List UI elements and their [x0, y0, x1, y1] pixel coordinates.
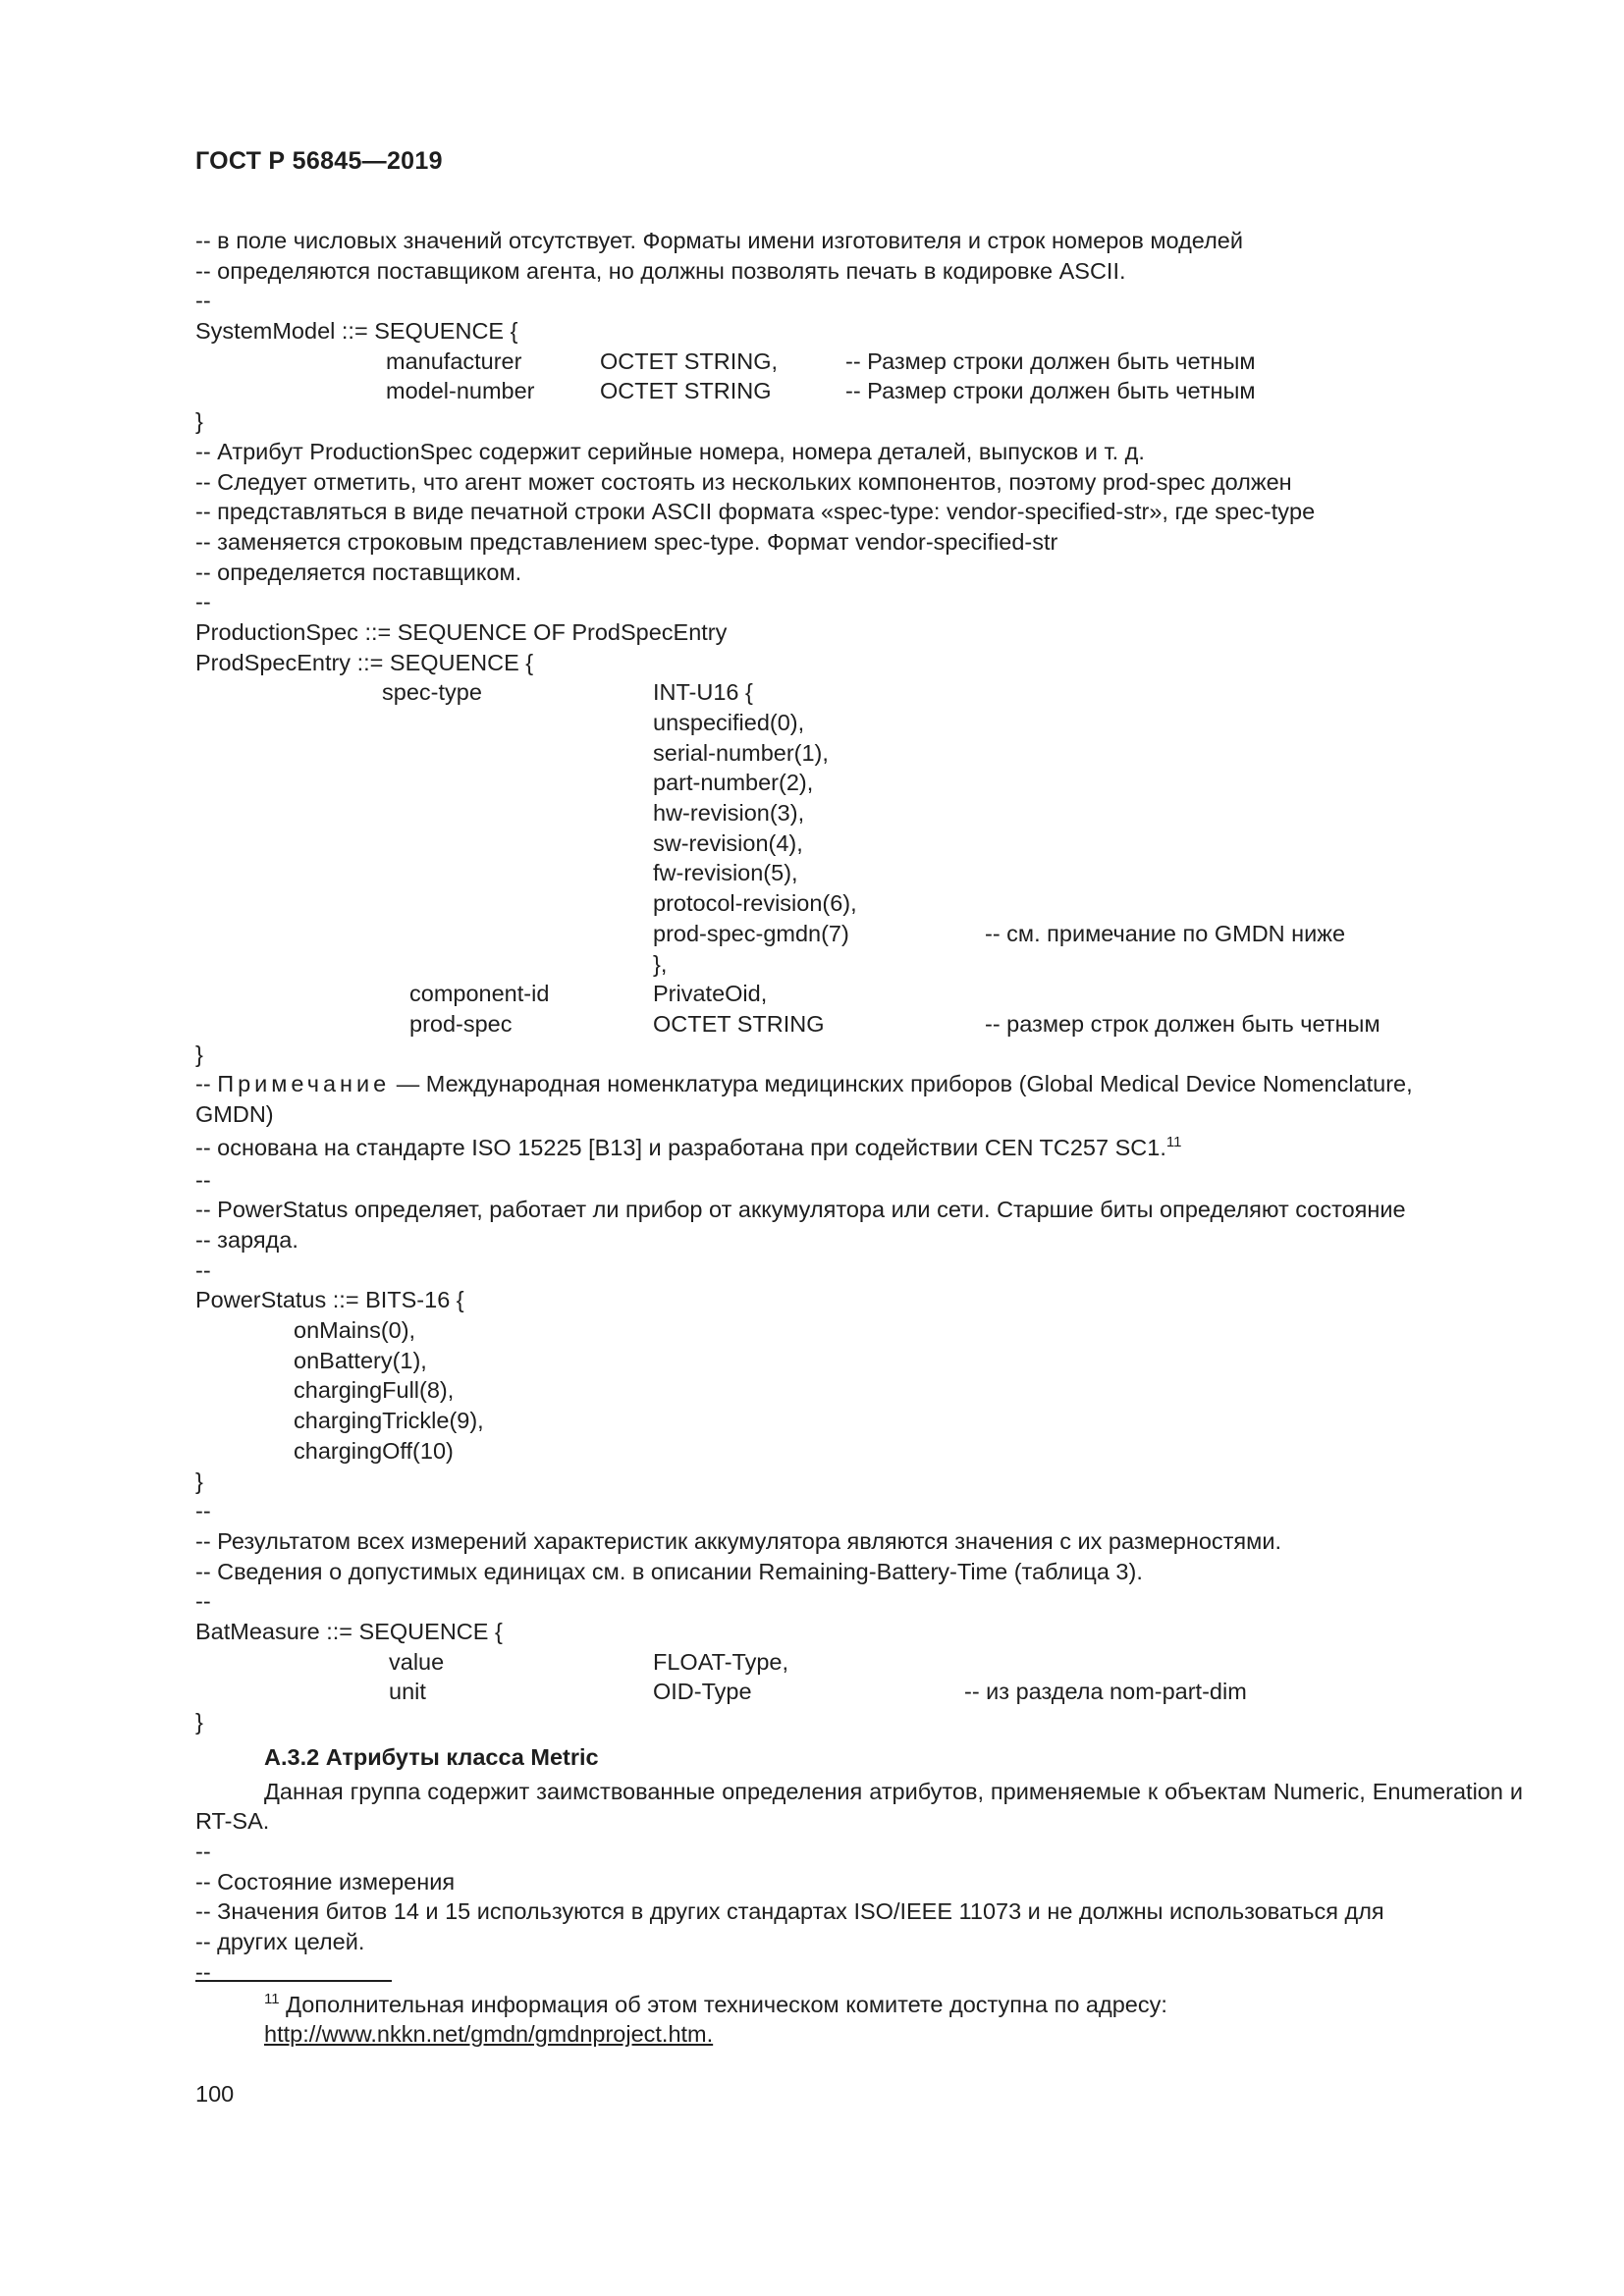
code-line: [195, 497, 1523, 527]
code-line-text: }: [195, 1709, 203, 1735]
code-line-text: --: [195, 1839, 211, 1865]
code-line: [195, 949, 1523, 980]
code-line: [195, 677, 1523, 708]
code-line: [195, 1496, 1523, 1526]
code-column: part-number(2),: [653, 770, 814, 796]
page-number: 100: [195, 2081, 235, 2107]
code-line: [195, 1467, 1523, 1497]
footnote-text-line: [264, 1990, 1167, 2019]
code-column: chargingOff(10): [294, 1437, 454, 1464]
footnote-url[interactable]: http://www.nkkn.net/gmdn/gmdnproject.htm.: [264, 2021, 714, 2047]
code-line: [195, 1165, 1523, 1196]
note-text: — Международная номенклатура медицинских приборов (Global Medical Device Nomenclature,: [390, 1071, 1413, 1097]
code-line-text: ProdSpecEntry ::= SEQUENCE {: [195, 649, 534, 675]
code-line-text: --: [195, 1958, 211, 1985]
code-line: [195, 1896, 1523, 1927]
code-line: [195, 1436, 1523, 1467]
code-column: onBattery(1),: [294, 1347, 427, 1373]
code-line: [195, 738, 1523, 769]
code-line-text: ProductionSpec ::= SEQUENCE OF ProdSpecEntry: [195, 618, 728, 645]
code-column: -- из раздела nom-part-dim: [964, 1679, 1247, 1705]
code-line: [195, 316, 1523, 347]
code-line: [195, 1130, 1523, 1165]
code-line: [195, 1315, 1523, 1346]
section-heading: А.3.2 Атрибуты класса Metric: [264, 1743, 599, 1770]
code-line-text: --: [195, 1256, 211, 1283]
code-column: INT-U16 {: [653, 679, 753, 706]
code-line: [195, 1617, 1523, 1647]
code-column: OCTET STRING,: [600, 347, 779, 374]
code-line: [195, 708, 1523, 738]
code-line-text: --: [195, 1498, 211, 1524]
code-line: [195, 1195, 1523, 1225]
code-line-text: -- Атрибут ProductionSpec содержит серийные номера, номера деталей, выпусков и т. д.: [195, 438, 1145, 464]
code-line: [195, 1346, 1523, 1376]
document-body: [195, 226, 1523, 1988]
code-column: OCTET STRING: [653, 1010, 825, 1037]
footnote-number: 11: [264, 1991, 280, 2008]
note-label: Примечание: [217, 1071, 391, 1097]
code-line: [195, 768, 1523, 798]
code-line: [195, 376, 1523, 406]
code-listing-continued: [195, 1837, 1523, 1987]
code-line: [195, 226, 1523, 256]
code-line-text: -- представляться в виде печатной строки ASCII формата «spec-type: vendor-specified-str», где spec-type: [195, 499, 1316, 525]
code-line: [195, 1927, 1523, 1957]
code-line: [195, 1069, 1523, 1099]
code-column: fw-revision(5),: [653, 860, 798, 886]
code-column: },: [653, 950, 668, 977]
code-column: prod-spec-gmdn(7): [653, 920, 849, 946]
code-column: onMains(0),: [294, 1317, 416, 1344]
code-line-text: --: [195, 288, 211, 314]
code-column: serial-number(1),: [653, 739, 829, 766]
code-line-text: PowerStatus ::= BITS-16 {: [195, 1287, 464, 1313]
code-column: protocol-revision(6),: [653, 890, 857, 917]
code-line: [195, 1586, 1523, 1617]
code-line: [195, 858, 1523, 888]
footnote-divider: [195, 1980, 392, 1982]
section-paragraph: Данная группа содержит заимствованные определения атрибутов, применяемые к объектам Numeric, Enumeration и RT-SA.: [195, 1778, 1523, 1835]
code-line-text: SystemModel ::= SEQUENCE {: [195, 318, 518, 345]
code-line: [195, 1406, 1523, 1436]
code-column: OCTET STRING: [600, 378, 772, 404]
code-line: [195, 648, 1523, 678]
code-line: [195, 527, 1523, 558]
code-column: spec-type: [382, 679, 482, 706]
code-line-text: -- Результатом всех измерений характеристик аккумулятора являются значения с их размерностями.: [195, 1527, 1281, 1554]
code-line-text: -- Состояние измерения: [195, 1868, 456, 1895]
code-line: [195, 1867, 1523, 1897]
code-column: -- см. примечание по GMDN ниже: [985, 920, 1346, 946]
code-line: [195, 1837, 1523, 1867]
code-line-text: -- основана на стандарте ISO 15225 [B13] и разработана при содействии CEN TC257 SC1.: [195, 1134, 1166, 1160]
code-column: FLOAT-Type,: [653, 1648, 788, 1675]
code-line-text: --: [195, 1166, 211, 1193]
code-line: [195, 828, 1523, 859]
code-line: [195, 1099, 1523, 1130]
code-line-text: -- определяется поставщиком.: [195, 559, 522, 585]
code-line: [195, 437, 1523, 467]
code-column: -- Размер строки должен быть четным: [845, 378, 1256, 404]
code-line: [195, 1375, 1523, 1406]
code-column: component-id: [409, 981, 550, 1007]
code-line-text: -- Сведения о допустимых единицах см. в описании Remaining-Battery-Time (таблица 3).: [195, 1558, 1143, 1584]
code-column: value: [389, 1648, 445, 1675]
code-line-text: -- определяются поставщиком агента, но должны позволять печать в кодировке ASCII.: [195, 257, 1126, 284]
code-column: unit: [389, 1679, 426, 1705]
code-line: [195, 1647, 1523, 1678]
code-line: [195, 919, 1523, 949]
code-column: manufacturer: [386, 347, 522, 374]
code-line-text: -- других целей.: [195, 1929, 365, 1955]
footnote: [264, 1990, 1167, 2049]
code-line-text: -- Следует отметить, что агент может состоять из нескольких компонентов, поэтому prod-spec должен: [195, 468, 1292, 495]
code-line: [195, 617, 1523, 648]
code-line-text: }: [195, 408, 203, 435]
note-prefix: --: [195, 1071, 218, 1097]
code-line: [195, 979, 1523, 1009]
code-line: [195, 1285, 1523, 1315]
code-column: unspecified(0),: [653, 710, 805, 735]
code-column: chargingTrickle(9),: [294, 1408, 484, 1434]
code-line-text: -- заменяется строковым представлением spec-type. Формат vendor-specified-str: [195, 528, 1058, 555]
code-line: [195, 1677, 1523, 1707]
code-line-text: -- PowerStatus определяет, работает ли прибор от аккумулятора или сети. Старшие биты определяют состояние: [195, 1197, 1406, 1223]
code-line: [195, 1255, 1523, 1286]
code-line: [195, 558, 1523, 588]
code-line-text: --: [195, 1588, 211, 1615]
code-line: [195, 1957, 1523, 1988]
code-line-text: BatMeasure ::= SEQUENCE {: [195, 1618, 503, 1644]
code-line: [195, 798, 1523, 828]
code-column: PrivateOid,: [653, 981, 768, 1007]
code-line-text: -- Значения битов 14 и 15 используются в других стандартах ISO/IEEE 11073 и не должны использоваться для: [195, 1898, 1384, 1925]
code-line-text: }: [195, 1041, 203, 1067]
code-line: [195, 1040, 1523, 1070]
code-listing: [195, 226, 1523, 1737]
code-line: [195, 1557, 1523, 1587]
code-line: [195, 256, 1523, 287]
code-line-text: -- заряда.: [195, 1227, 298, 1253]
code-column: -- Размер строки должен быть четным: [845, 347, 1256, 374]
code-line: [195, 1225, 1523, 1255]
code-column: OID-Type: [653, 1679, 752, 1705]
code-line: [195, 1526, 1523, 1557]
code-line-text: GMDN): [195, 1100, 274, 1127]
code-column: hw-revision(3),: [653, 800, 805, 827]
code-line: [195, 467, 1523, 498]
code-line: [195, 1009, 1523, 1040]
code-line-text: --: [195, 589, 211, 615]
code-line: [195, 347, 1523, 377]
code-line: [195, 587, 1523, 617]
code-column: chargingFull(8),: [294, 1377, 455, 1404]
code-line: [195, 888, 1523, 919]
code-column: sw-revision(4),: [653, 829, 803, 856]
document-header: ГОСТ Р 56845—2019: [195, 147, 443, 175]
code-line-text: }: [195, 1468, 203, 1494]
code-line: [195, 406, 1523, 437]
code-column: prod-spec: [409, 1010, 513, 1037]
code-column: model-number: [386, 378, 535, 404]
code-line-text: -- в поле числовых значений отсутствует. Форматы имени изготовителя и строк номеров моделей: [195, 228, 1244, 253]
code-line: [195, 286, 1523, 316]
code-column: -- размер строк должен быть четным: [985, 1010, 1380, 1037]
footnote-text: Дополнительная информация об этом техническом комитете доступна по адресу:: [279, 1992, 1167, 2017]
footnote-reference: 11: [1165, 1133, 1182, 1150]
code-line: [195, 1707, 1523, 1737]
